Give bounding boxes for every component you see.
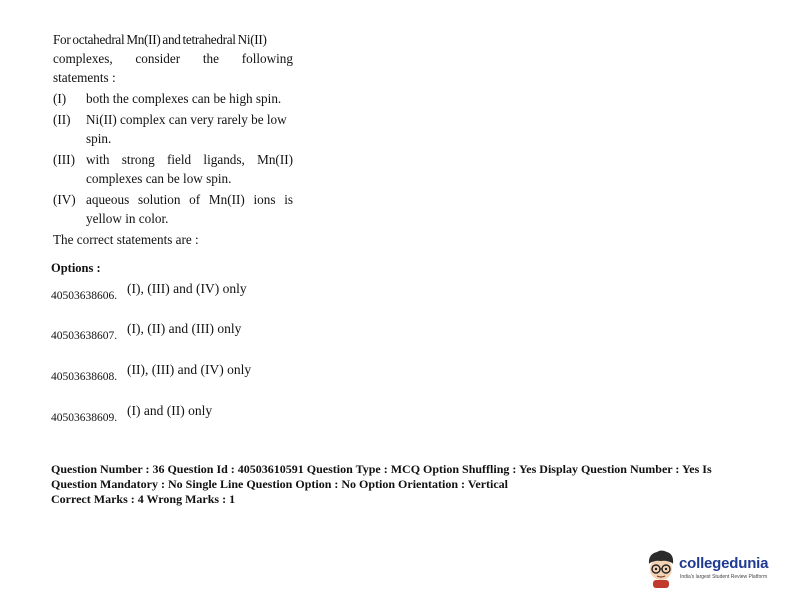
statement-text: Ni(II) complex can very rarely be low spin. <box>86 112 287 146</box>
option-text: (I), (II) and (III) only <box>127 321 242 336</box>
metadata-line-2: Question Mandatory : No Single Line Question Option : No Option Orientation : Vertical <box>51 477 509 491</box>
statement-number: (IV) <box>53 192 76 207</box>
stem-line-2: complexes, consider the following <box>53 51 293 66</box>
statement-number: (III) <box>53 152 75 167</box>
statement-3 <box>53 150 293 188</box>
option-id: 40503638607. <box>51 330 118 342</box>
brand-tagline: India's largest Student Review Platform <box>680 574 768 580</box>
brand-name: collegedunia <box>679 555 769 572</box>
statement-1 <box>53 89 293 108</box>
option-id: 40503638609. <box>51 412 118 424</box>
statement-number: (II) <box>53 112 71 127</box>
statement-text: aqueous solution of Mn(II) ions is yellow in color. <box>86 192 293 226</box>
statement-number: (I) <box>53 91 67 106</box>
metadata-line-3: Correct Marks : 4 Wrong Marks : 1 <box>51 492 236 506</box>
statement-4 <box>53 190 293 228</box>
stem-line-3: statements : <box>53 70 116 85</box>
option-text: (I) and (II) only <box>127 403 213 418</box>
question-block <box>53 30 293 249</box>
option-text: (I), (III) and (IV) only <box>127 281 247 296</box>
option-id: 40503638608. <box>51 371 118 383</box>
options-label: Options : <box>51 261 101 275</box>
stem-line-1: For octahedral Mn(II) and tetrahedral Ni(II) <box>53 32 267 47</box>
statement-text: with strong field ligands, Mn(II) complexes can be low spin. <box>86 152 293 186</box>
correct-statements-prompt: The correct statements are : <box>53 232 199 247</box>
student-mascot-icon <box>645 548 677 588</box>
statement-text: both the complexes can be high spin. <box>86 91 282 106</box>
option-id: 40503638606. <box>51 290 118 302</box>
metadata-line-1: Question Number : 36 Question Id : 40503610591 Question Type : MCQ Option Shuffling : Yes Display Question Number : Yes Is <box>51 462 712 476</box>
statement-2 <box>53 110 293 148</box>
question-stem <box>53 30 293 87</box>
question-metadata <box>51 462 751 507</box>
collegedunia-logo[interactable] <box>645 548 785 588</box>
option-text: (II), (III) and (IV) only <box>127 362 252 377</box>
